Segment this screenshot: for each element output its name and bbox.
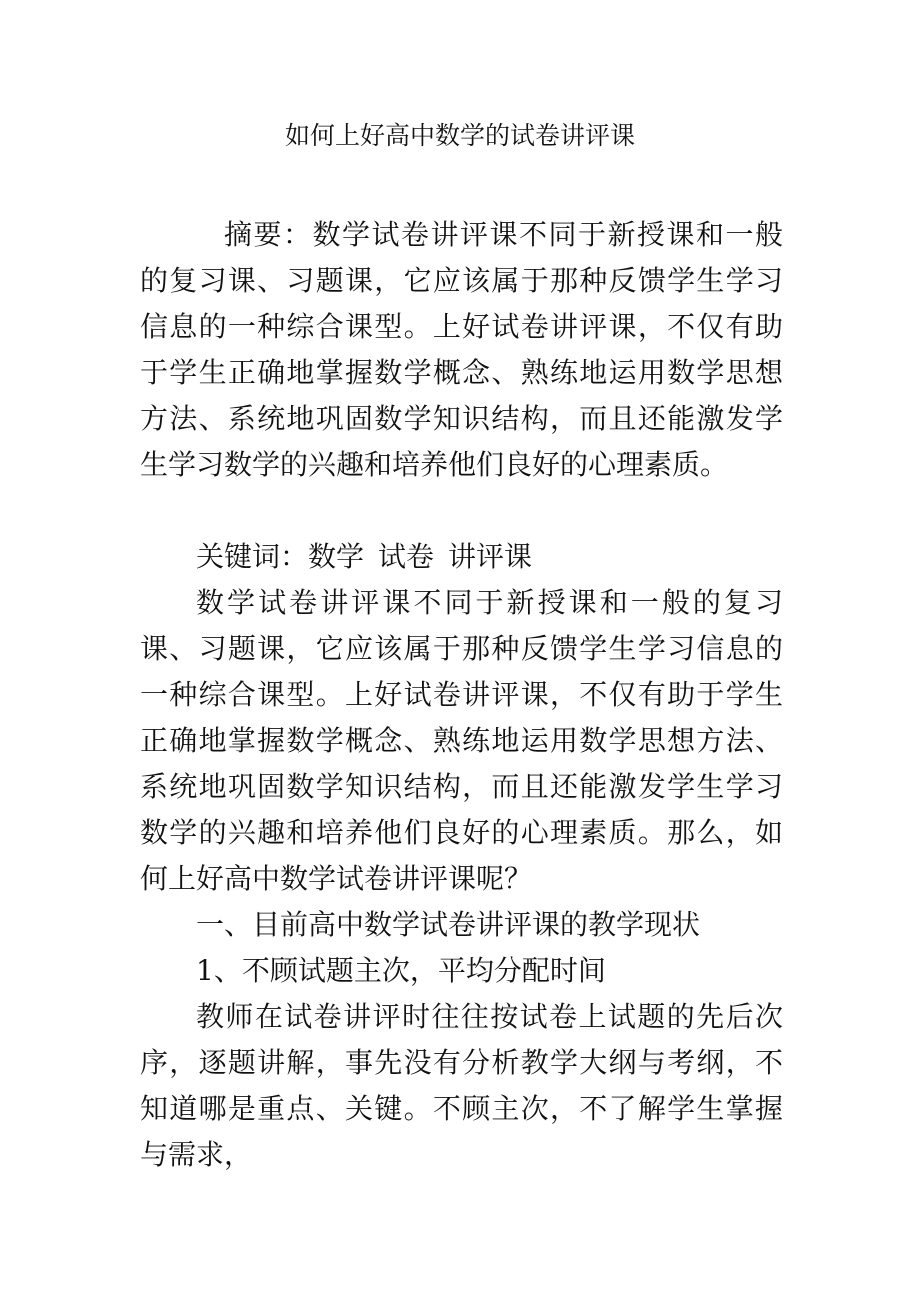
section-heading: 一、目前高中数学试卷讲评课的教学现状 [196,908,701,941]
keywords-line [140,534,783,580]
keyword-item: 讲评课 [448,540,533,573]
keywords-label: 关键词： [196,540,309,573]
document-body [140,212,783,1178]
abstract-paragraph: 摘要：数学试卷讲评课不同于新授课和一般的复习课、习题课，它应该属于那种反馈学生学习信息的一种综合课型。上好试卷讲评课，不仅有助于学生正确地掌握数学概念、熟练地运用数学思想方法、系统地巩固数学知识结构，而且还能激发学生学习数学的兴趣和培养他们良好的心理素质。 [140,218,783,481]
intro-paragraph: 数学试卷讲评课不同于新授课和一般的复习课、习题课，它应该属于那种反馈学生学习信息的一种综合课型。上好试卷讲评课，不仅有助于学生正确地掌握数学概念、熟练地运用数学思想方法、系统地巩固数学知识结构，而且还能激发学生学习数学的兴趣和培养他们良好的心理素质。那么，如何上好高中数学试卷讲评课呢？ [140,586,783,895]
body-paragraph: 教师在试卷讲评时往往按试卷上试题的先后次序，逐题讲解，事先没有分析教学大纲与考纲，不知道哪是重点、关键。不顾主次，不了解学生掌握与需求， [140,1000,783,1171]
keyword-item: 数学 [308,540,365,573]
subsection-heading: 1、不顾试题主次，平均分配时间 [196,954,606,987]
keyword-item: 试卷 [378,540,435,573]
document-title: 如何上好高中数学的试卷讲评课 [284,121,635,150]
